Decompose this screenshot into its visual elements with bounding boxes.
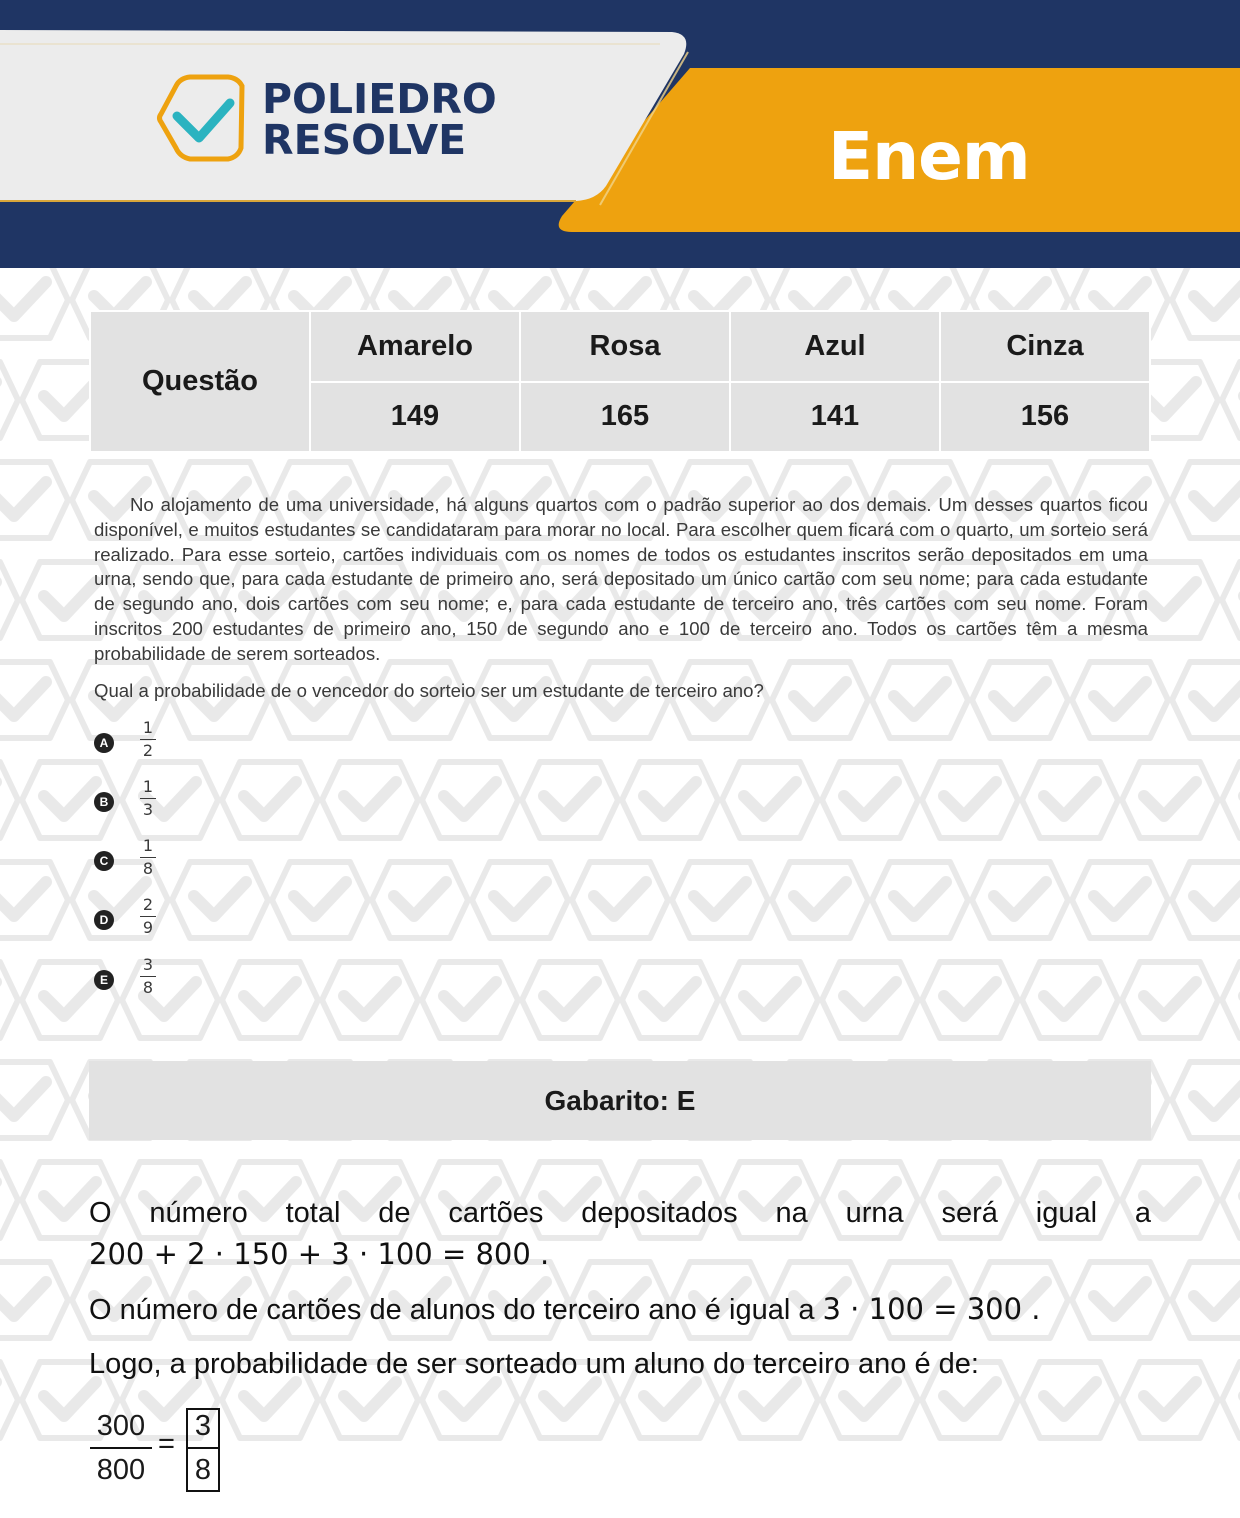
option-c (94, 836, 214, 896)
option-fraction (140, 718, 156, 761)
numerator: 1 (142, 836, 154, 855)
denominator: 8 (142, 978, 154, 997)
option-b (94, 777, 214, 837)
question-number-amarelo: 149 (310, 382, 520, 453)
logo-line1: POLIEDRO (262, 75, 497, 123)
column-color-cinza: Cinza (940, 311, 1150, 382)
denominator: 8 (142, 859, 154, 878)
equals-sign: = (158, 1428, 175, 1460)
question-row-label: Questão (90, 311, 310, 452)
solution-expression1: 200 + 2 · 150 + 3 · 100 = 800 . (89, 1237, 550, 1271)
question-number-table (89, 310, 1151, 453)
exam-title: Enem (828, 118, 1030, 195)
question-statement: No alojamento de uma universidade, há alguns quartos com o padrão superior ao dos demais. Um desses quartos ficou disponível, e muitos estudantes se candidataram para morar no local. Para escolher quem ficará com o quarto, um sorteio será realizado. Para esse sorteio, cartões individuais com os nomes de todos os estudantes inscritos serão depositados em uma urna, sendo que, para cada estudante de primeiro ano, será depositado um único cartão com seu nome; para cada estudante de segundo ano, dois cartões com seu nome; e, para cada estudante de terceiro ano, três cartões com seu nome. Foram inscritos 200 estudantes de primeiro ano, 150 de segundo ano e 100 de terceiro ano. Todos os cartões têm a mesma probabilidade de serem sorteados. (94, 494, 1148, 664)
option-fraction (140, 777, 156, 820)
final-fraction (90, 1408, 240, 1493)
option-letter: B (94, 792, 114, 812)
logo-line2: RESOLVE (262, 116, 467, 164)
solution-line2 (89, 1292, 1151, 1327)
option-fraction (140, 836, 156, 879)
numerator: 1 (142, 777, 154, 796)
option-fraction (140, 955, 156, 998)
option-d (94, 895, 214, 955)
question-number-azul: 141 (730, 382, 940, 453)
denominator: 8 (194, 1454, 212, 1486)
answer-key: Gabarito: E (89, 1061, 1151, 1140)
option-letter: A (94, 733, 114, 753)
option-e (94, 955, 214, 1015)
numerator: 1 (142, 718, 154, 737)
question-number-rosa: 165 (520, 382, 730, 453)
denominator: 800 (96, 1454, 146, 1486)
column-color-amarelo: Amarelo (310, 311, 520, 382)
numerator: 300 (96, 1410, 146, 1442)
numerator: 2 (142, 895, 154, 914)
option-letter: C (94, 851, 114, 871)
question-number-cinza: 156 (940, 382, 1150, 453)
numerator: 3 (194, 1410, 212, 1442)
solution-expression2: 3 · 100 = 300 . (822, 1292, 1041, 1326)
result-fraction (188, 1408, 218, 1488)
option-letter: E (94, 970, 114, 990)
option-letter: D (94, 910, 114, 930)
header-banner (0, 0, 1240, 268)
solution-line1: O número total de cartões depositados na urna será igual a (89, 1197, 1151, 1229)
fraction-300-800 (90, 1408, 152, 1488)
column-color-rosa: Rosa (520, 311, 730, 382)
question-ask: Qual a probabilidade de o vencedor do sorteio ser um estudante de terceiro ano? (94, 680, 764, 701)
denominator: 3 (142, 800, 154, 819)
solution-line2-text: O número de cartões de alunos do terceiro ano é igual a (89, 1294, 815, 1326)
column-color-azul: Azul (730, 311, 940, 382)
option-fraction (140, 895, 156, 938)
option-a (94, 718, 214, 778)
denominator: 9 (142, 918, 154, 937)
denominator: 2 (142, 741, 154, 760)
numerator: 3 (142, 955, 154, 974)
solution-line3: Logo, a probabilidade de ser sorteado um aluno do terceiro ano é de: (89, 1348, 979, 1380)
